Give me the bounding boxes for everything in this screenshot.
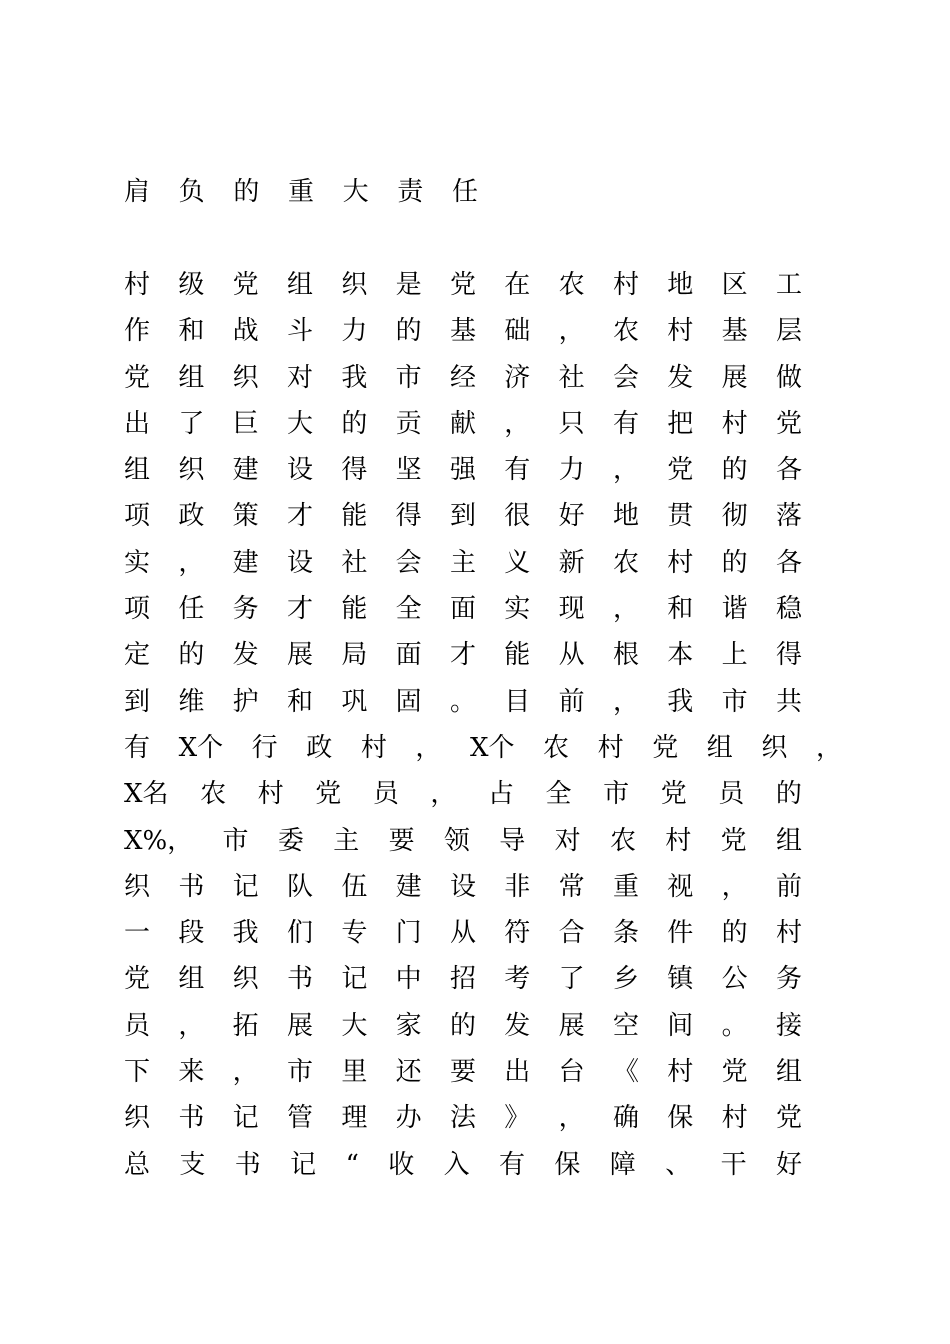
text-token: 大	[341, 1010, 368, 1041]
text-token: ，	[558, 316, 585, 347]
heading-char: 任	[451, 177, 478, 207]
text-line	[124, 312, 802, 358]
text-line	[124, 636, 802, 682]
text-token: 的	[178, 640, 205, 671]
text-token: 全	[395, 594, 422, 625]
text-token: 公	[721, 964, 748, 995]
text-token: 落	[775, 501, 802, 532]
text-token: “	[345, 1149, 359, 1180]
text-token: 党	[721, 1057, 748, 1088]
text-token: 农	[612, 547, 639, 578]
text-token: 织	[124, 1103, 151, 1134]
text-token: 谐	[721, 594, 748, 625]
text-token: 非	[504, 871, 531, 902]
text-token: 党	[232, 270, 259, 300]
text-token: X%，	[124, 825, 194, 856]
heading-char: 责	[397, 177, 424, 207]
text-token: 员	[718, 779, 745, 810]
text-token: 我	[667, 686, 694, 717]
text-token: 设	[286, 455, 313, 486]
text-token: 村	[667, 316, 694, 347]
text-token: 力	[558, 455, 585, 486]
text-token: 条	[612, 918, 639, 949]
text-token: 经	[449, 362, 476, 393]
text-token: ，	[504, 408, 531, 439]
text-token: 好	[775, 1149, 802, 1180]
text-token: 保	[667, 1103, 694, 1134]
text-token: 设	[286, 547, 313, 578]
text-token: 强	[449, 455, 476, 486]
text-token: 本	[667, 640, 694, 671]
text-token: 记	[290, 1149, 317, 1180]
text-token: 组	[124, 455, 151, 486]
text-token: 作	[124, 316, 151, 347]
text-token: 能	[341, 594, 368, 625]
text-token: 农	[609, 825, 636, 856]
text-line	[124, 497, 802, 543]
text-token: 社	[558, 362, 585, 393]
text-token: 设	[449, 871, 476, 902]
text-token: 了	[178, 408, 205, 439]
text-token: 实	[504, 594, 531, 625]
text-token: 专	[341, 918, 368, 949]
text-token: 村	[775, 918, 802, 949]
text-token: 新	[558, 547, 585, 578]
text-token: 党	[315, 779, 342, 810]
text-token: 市	[603, 779, 630, 810]
text-token: 巩	[341, 686, 368, 717]
text-token: 贡	[395, 408, 422, 439]
text-token: 主	[449, 547, 476, 578]
text-token: 有	[504, 455, 531, 486]
text-token: 贯	[667, 501, 694, 532]
text-line	[124, 590, 802, 636]
text-token: 得	[775, 640, 802, 671]
text-token: 务	[775, 964, 802, 995]
text-line	[124, 1099, 802, 1145]
text-token: 从	[558, 640, 585, 671]
text-token: 台	[558, 1057, 585, 1088]
text-token: 从	[449, 918, 476, 949]
text-token: 农	[543, 732, 570, 763]
text-token: ，	[612, 594, 639, 625]
text-token: 织	[178, 455, 205, 486]
text-token: 会	[612, 362, 639, 393]
text-token: 才	[286, 501, 313, 532]
text-token: 组	[178, 362, 205, 393]
text-token: 在	[504, 270, 531, 300]
text-token: 区	[721, 270, 748, 300]
text-line	[124, 1146, 802, 1192]
text-token: 的	[395, 316, 422, 347]
text-token: 来	[178, 1057, 205, 1088]
text-token: 策	[232, 501, 259, 532]
text-token: 接	[775, 1010, 802, 1041]
text-token: 得	[341, 455, 368, 486]
text-token: 是	[395, 270, 422, 300]
text-token: 主	[333, 825, 360, 856]
text-token: 实	[124, 547, 151, 578]
text-token: 党	[775, 408, 802, 439]
text-token: 建	[395, 871, 422, 902]
text-token: 各	[775, 455, 802, 486]
text-token: 会	[395, 547, 422, 578]
text-token: 合	[558, 918, 585, 949]
text-token: 政	[178, 501, 205, 532]
text-token: 基	[721, 316, 748, 347]
text-token: ，	[232, 1057, 259, 1088]
text-token: 对	[286, 362, 313, 393]
text-line	[124, 451, 802, 497]
text-token: 地	[612, 501, 639, 532]
text-token: ，	[178, 547, 205, 578]
text-token: 做	[775, 362, 802, 393]
text-token: 展	[286, 640, 313, 671]
text-token: 目	[504, 686, 531, 717]
text-token: 党	[124, 362, 151, 393]
text-token: 斗	[286, 316, 313, 347]
text-token: ，	[558, 1103, 585, 1134]
text-token: 村	[124, 270, 151, 300]
text-line	[124, 960, 802, 1006]
text-token: 上	[721, 640, 748, 671]
text-token: 各	[775, 547, 802, 578]
text-token: 基	[449, 316, 476, 347]
text-token: 村	[667, 1057, 694, 1088]
text-token: 任	[178, 594, 205, 625]
text-token: 共	[775, 686, 802, 717]
text-token: 村	[257, 779, 284, 810]
text-token: 入	[443, 1149, 470, 1180]
text-token: 村	[721, 1103, 748, 1134]
text-token: ，	[415, 732, 442, 763]
heading-char: 的	[233, 177, 260, 207]
text-line	[124, 914, 802, 960]
text-token: 社	[341, 547, 368, 578]
text-token: 确	[612, 1103, 639, 1134]
text-token: 护	[232, 686, 259, 717]
text-token: 党	[660, 779, 687, 810]
text-token: 能	[341, 501, 368, 532]
text-token: 。	[449, 686, 476, 717]
text-line	[124, 775, 802, 821]
text-token: 织	[124, 871, 151, 902]
text-token: 一	[124, 918, 151, 949]
text-token: 的	[721, 918, 748, 949]
text-token: 和	[667, 594, 694, 625]
text-token: 有	[499, 1149, 526, 1180]
text-token: 到	[124, 686, 151, 717]
text-token: 的	[721, 547, 748, 578]
text-token: 我	[232, 918, 259, 949]
text-token: 保	[554, 1149, 581, 1180]
text-token: 坚	[395, 455, 422, 486]
text-token: ，	[178, 1010, 205, 1041]
text-token: 伍	[341, 871, 368, 902]
text-line	[124, 683, 802, 729]
text-token: ，	[815, 732, 842, 763]
text-token: 组	[706, 732, 733, 763]
text-token: 定	[124, 640, 151, 671]
section-heading	[124, 174, 478, 210]
text-token: X个	[178, 732, 224, 763]
text-token: 农	[558, 270, 585, 300]
text-token: 重	[612, 871, 639, 902]
text-token: 书	[286, 964, 313, 995]
text-token: 出	[124, 408, 151, 439]
text-token: 障	[609, 1149, 636, 1180]
text-token: 对	[554, 825, 581, 856]
text-line	[124, 359, 802, 405]
text-token: 符	[504, 918, 531, 949]
text-token: 有	[612, 408, 639, 439]
text-token: 巨	[232, 408, 259, 439]
text-token: 稳	[775, 594, 802, 625]
text-token: 收	[388, 1149, 415, 1180]
text-token: 能	[504, 640, 531, 671]
text-token: 市	[395, 362, 422, 393]
text-token: 村	[360, 732, 387, 763]
text-token: 中	[395, 964, 422, 995]
text-token: 段	[178, 918, 205, 949]
text-line	[124, 544, 802, 590]
text-token: ，	[721, 871, 748, 902]
text-token: 市	[222, 825, 249, 856]
text-token: 空	[612, 1010, 639, 1041]
text-token: 发	[504, 1010, 531, 1041]
text-token: 常	[558, 871, 585, 902]
text-token: 门	[395, 918, 422, 949]
text-token: 组	[178, 964, 205, 995]
text-token: 维	[178, 686, 205, 717]
text-token: 《	[612, 1057, 639, 1088]
text-token: 战	[232, 316, 259, 347]
text-token: 项	[124, 594, 151, 625]
text-token: 的	[341, 408, 368, 439]
text-token: 了	[558, 964, 585, 995]
text-token: 才	[449, 640, 476, 671]
text-token: 组	[775, 825, 802, 856]
text-line	[124, 266, 802, 312]
text-token: X名	[124, 779, 169, 810]
text-token: 力	[341, 316, 368, 347]
text-token: 面	[395, 640, 422, 671]
text-token: 农	[612, 316, 639, 347]
text-token: 党	[124, 964, 151, 995]
text-token: 织	[232, 362, 259, 393]
text-token: 局	[341, 640, 368, 671]
text-token: 党	[652, 732, 679, 763]
text-token: 建	[232, 455, 259, 486]
text-token: 里	[341, 1057, 368, 1088]
text-token: 书	[178, 1103, 205, 1134]
text-token: 农	[200, 779, 227, 810]
text-token: X个	[469, 732, 515, 763]
text-token: 和	[178, 316, 205, 347]
text-token: 根	[612, 640, 639, 671]
text-token: 发	[232, 640, 259, 671]
body-paragraph	[124, 266, 842, 1192]
text-token: 行	[251, 732, 278, 763]
text-token: 市	[286, 1057, 313, 1088]
text-token: 下	[124, 1057, 151, 1088]
text-token: 的	[449, 1010, 476, 1041]
text-token: 前	[558, 686, 585, 717]
text-token: 书	[178, 871, 205, 902]
heading-char: 负	[178, 177, 205, 207]
text-token: 村	[612, 270, 639, 300]
heading-char: 大	[342, 177, 369, 207]
text-token: 领	[443, 825, 470, 856]
text-token: 织	[232, 964, 259, 995]
text-token: 间	[667, 1010, 694, 1041]
text-token: 有	[124, 732, 151, 763]
text-token: 理	[341, 1103, 368, 1134]
text-token: 固	[395, 686, 422, 717]
text-token: 础	[504, 316, 531, 347]
text-token: 市	[721, 686, 748, 717]
heading-char: 肩	[124, 177, 151, 207]
text-token: 展	[558, 1010, 585, 1041]
text-token: 队	[286, 871, 313, 902]
text-token: 发	[667, 362, 694, 393]
text-token: 级	[178, 270, 205, 300]
text-token: 好	[558, 501, 585, 532]
text-line	[124, 1007, 802, 1053]
text-token: 法	[449, 1103, 476, 1134]
text-token: 到	[449, 501, 476, 532]
text-token: 党	[775, 1103, 802, 1134]
text-token: 要	[388, 825, 415, 856]
text-token: 展	[286, 1010, 313, 1041]
text-token: 献	[449, 408, 476, 439]
text-token: 委	[277, 825, 304, 856]
text-token: 党	[720, 825, 747, 856]
text-token: 前	[775, 871, 802, 902]
text-token: 彻	[721, 501, 748, 532]
text-line	[124, 822, 802, 868]
text-token: 大	[286, 408, 313, 439]
text-token: 党	[667, 455, 694, 486]
text-token: 乡	[612, 964, 639, 995]
text-token: 组	[286, 270, 313, 300]
text-token: 展	[721, 362, 748, 393]
text-token: 考	[504, 964, 531, 995]
text-token: 很	[504, 501, 531, 532]
text-token: 得	[395, 501, 422, 532]
text-token: 、	[665, 1149, 692, 1180]
text-token: 把	[667, 408, 694, 439]
text-token: 管	[286, 1103, 313, 1134]
text-token: 要	[449, 1057, 476, 1088]
text-token: ，	[612, 686, 639, 717]
heading-char: 重	[287, 177, 314, 207]
text-token: 村	[667, 547, 694, 578]
text-line	[124, 868, 802, 914]
text-token: 支	[179, 1149, 206, 1180]
text-token: 书	[234, 1149, 261, 1180]
text-line	[124, 405, 802, 451]
text-token: 导	[499, 825, 526, 856]
text-token: 和	[286, 686, 313, 717]
text-token: 村	[721, 408, 748, 439]
text-token: 视	[667, 871, 694, 902]
text-token: 项	[124, 501, 151, 532]
text-token: 我	[341, 362, 368, 393]
text-token: 现	[558, 594, 585, 625]
text-token: 党	[449, 270, 476, 300]
text-line	[124, 729, 842, 775]
text-token: 的	[775, 779, 802, 810]
text-token: 济	[504, 362, 531, 393]
text-token: 员	[124, 1010, 151, 1041]
text-token: 们	[286, 918, 313, 949]
text-token: 的	[721, 455, 748, 486]
text-token: 记	[341, 964, 368, 995]
text-token: 组	[775, 1057, 802, 1088]
text-token: 。	[721, 1010, 748, 1041]
text-token: 总	[124, 1149, 151, 1180]
text-token: 才	[286, 594, 313, 625]
text-token: 还	[395, 1057, 422, 1088]
text-token: 员	[372, 779, 399, 810]
text-token: 拓	[232, 1010, 259, 1041]
text-token: 办	[395, 1103, 422, 1134]
text-token: 面	[449, 594, 476, 625]
text-token: 招	[449, 964, 476, 995]
text-token: 》	[504, 1103, 531, 1134]
text-token: 村	[665, 825, 692, 856]
text-token: 政	[306, 732, 333, 763]
text-token: 记	[232, 871, 259, 902]
text-token: 占	[487, 779, 514, 810]
text-token: 层	[775, 316, 802, 347]
text-token: 干	[720, 1149, 747, 1180]
text-token: 件	[667, 918, 694, 949]
text-token: 地	[667, 270, 694, 300]
text-token: 织	[761, 732, 788, 763]
text-token: 务	[232, 594, 259, 625]
text-token: 记	[232, 1103, 259, 1134]
text-token: 义	[504, 547, 531, 578]
text-token: 工	[775, 270, 802, 300]
text-token: 建	[232, 547, 259, 578]
text-token: ，	[430, 779, 457, 810]
text-line	[124, 1053, 802, 1099]
text-token: 只	[558, 408, 585, 439]
text-token: 家	[395, 1010, 422, 1041]
text-token: 村	[597, 732, 624, 763]
text-token: 全	[545, 779, 572, 810]
text-token: 织	[341, 270, 368, 300]
text-token: 镇	[667, 964, 694, 995]
text-token: 出	[504, 1057, 531, 1088]
text-token: ，	[612, 455, 639, 486]
